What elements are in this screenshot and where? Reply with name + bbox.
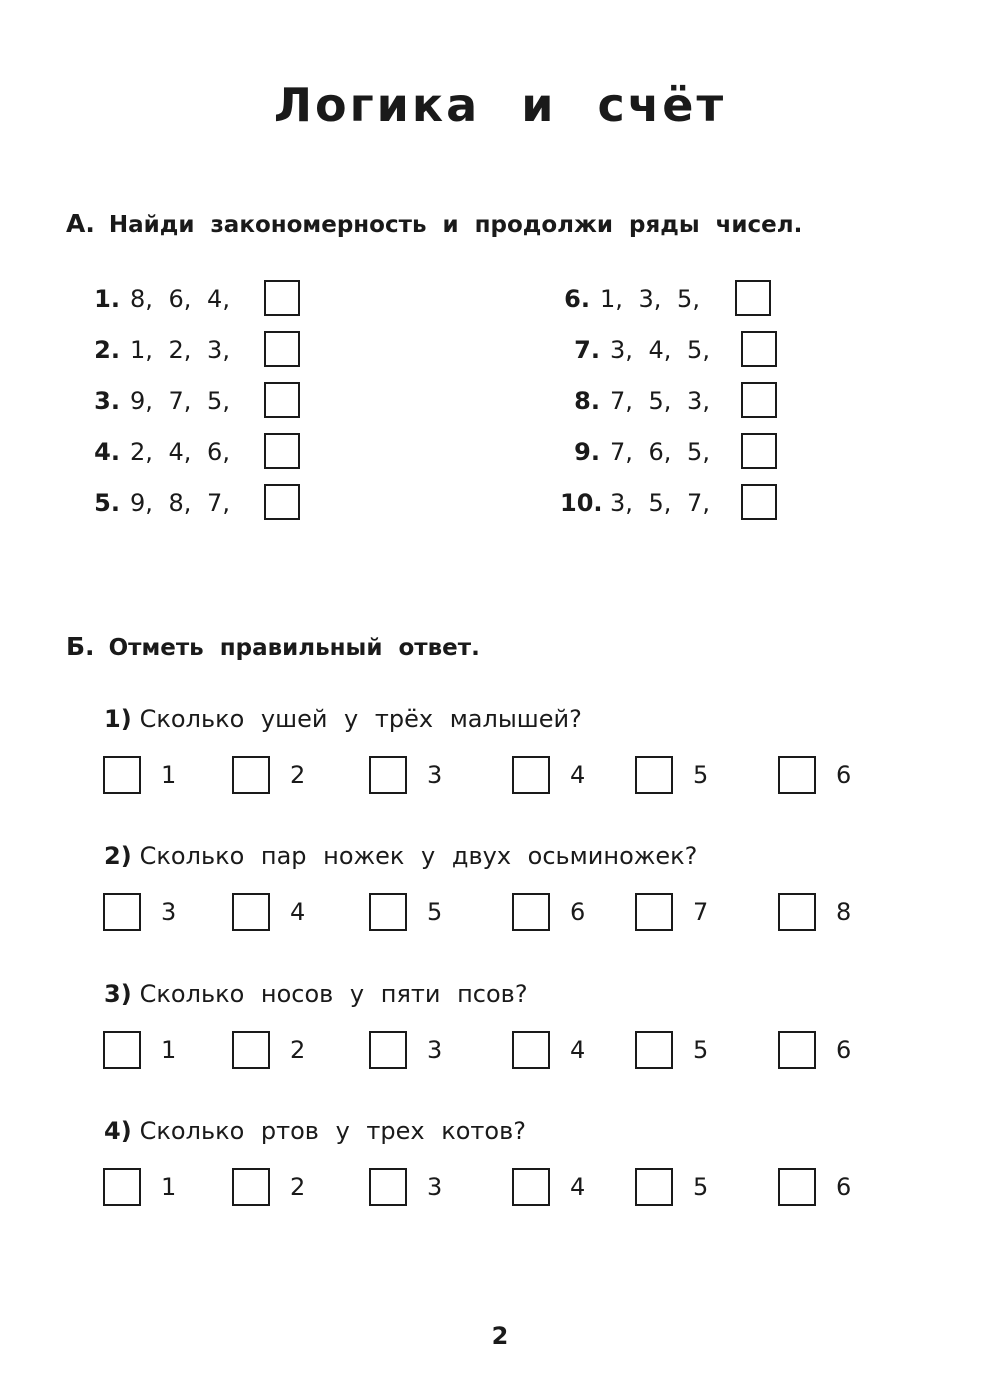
question-number: 1)	[104, 705, 132, 733]
question-4	[104, 1117, 526, 1145]
sequence-item-8	[560, 381, 710, 421]
question-number: 2)	[104, 842, 132, 870]
sequence-values: 3, 4, 5,	[610, 336, 710, 364]
answer-option[interactable]	[635, 755, 708, 795]
sequence-values: 9, 7, 5,	[130, 387, 230, 415]
section-a-instruction: Найди закономерность и продолжи ряды чисел.	[108, 212, 803, 238]
answer-option[interactable]	[778, 892, 851, 932]
answer-option[interactable]	[369, 1030, 442, 1070]
question-2	[104, 842, 697, 870]
answer-option[interactable]	[778, 755, 851, 795]
option-label: 2	[290, 1036, 306, 1064]
question-1	[104, 705, 582, 733]
sequence-number: 8.	[574, 387, 600, 415]
option-label: 8	[836, 898, 852, 926]
option-checkbox[interactable]	[635, 756, 673, 794]
option-label: 1	[161, 761, 177, 789]
answer-option[interactable]	[635, 1030, 708, 1070]
option-label: 1	[161, 1173, 177, 1201]
answer-option[interactable]	[369, 755, 442, 795]
answer-option[interactable]	[512, 1167, 585, 1207]
answer-box[interactable]	[264, 331, 300, 367]
answer-box[interactable]	[741, 484, 777, 520]
sequence-number: 1.	[94, 285, 120, 313]
question-number: 4)	[104, 1117, 132, 1145]
sequence-number: 9.	[574, 438, 600, 466]
answer-box[interactable]	[264, 382, 300, 418]
answer-box[interactable]	[741, 382, 777, 418]
option-checkbox[interactable]	[232, 756, 270, 794]
question-text: Сколько носов у пяти псов?	[139, 980, 528, 1008]
answer-box[interactable]	[264, 280, 300, 316]
section-a-letter: А.	[66, 209, 95, 238]
option-checkbox[interactable]	[232, 1031, 270, 1069]
sequence-number: 5.	[94, 489, 120, 517]
sequence-item-7	[560, 330, 710, 370]
page-title: Логика и счёт	[273, 78, 727, 132]
option-label: 3	[427, 1173, 443, 1201]
question-1-options	[0, 755, 1000, 795]
page-number: 2	[491, 1322, 509, 1350]
option-checkbox[interactable]	[103, 1168, 141, 1206]
answer-option[interactable]	[512, 892, 585, 932]
option-label: 3	[161, 898, 177, 926]
option-label: 2	[290, 761, 306, 789]
option-checkbox[interactable]	[512, 1168, 550, 1206]
option-label: 7	[693, 898, 709, 926]
answer-option[interactable]	[635, 1167, 708, 1207]
option-label: 4	[570, 761, 586, 789]
option-checkbox[interactable]	[232, 893, 270, 931]
sequence-values: 9, 8, 7,	[130, 489, 230, 517]
option-label: 6	[570, 898, 586, 926]
option-checkbox[interactable]	[635, 1031, 673, 1069]
option-checkbox[interactable]	[778, 756, 816, 794]
sequence-values: 7, 5, 3,	[610, 387, 710, 415]
option-checkbox[interactable]	[369, 1168, 407, 1206]
sequence-item-1	[90, 279, 230, 319]
sequence-values: 8, 6, 4,	[130, 285, 230, 313]
option-label: 6	[836, 761, 852, 789]
option-checkbox[interactable]	[778, 1168, 816, 1206]
sequence-item-10	[560, 483, 710, 523]
option-checkbox[interactable]	[232, 1168, 270, 1206]
sequence-item-3	[90, 381, 230, 421]
section-b-instruction: Отметь правильный ответ.	[108, 635, 480, 661]
answer-box[interactable]	[741, 433, 777, 469]
answer-option[interactable]	[512, 1030, 585, 1070]
sequence-number: 10.	[560, 489, 603, 517]
sequence-values: 1, 2, 3,	[130, 336, 230, 364]
answer-option[interactable]	[778, 1030, 851, 1070]
question-text: Сколько ртов у трех котов?	[139, 1117, 526, 1145]
answer-option[interactable]	[635, 892, 708, 932]
question-number: 3)	[104, 980, 132, 1008]
option-checkbox[interactable]	[103, 893, 141, 931]
option-checkbox[interactable]	[778, 893, 816, 931]
option-label: 4	[290, 898, 306, 926]
option-checkbox[interactable]	[103, 1031, 141, 1069]
option-label: 5	[427, 898, 443, 926]
option-checkbox[interactable]	[369, 893, 407, 931]
option-checkbox[interactable]	[369, 756, 407, 794]
option-checkbox[interactable]	[635, 1168, 673, 1206]
question-text: Сколько ушей у трёх малышей?	[139, 705, 582, 733]
sequence-values: 3, 5, 7,	[610, 489, 710, 517]
answer-option[interactable]	[369, 892, 442, 932]
answer-box[interactable]	[264, 433, 300, 469]
sequence-number: 3.	[94, 387, 120, 415]
option-checkbox[interactable]	[635, 893, 673, 931]
answer-option[interactable]	[103, 1030, 176, 1070]
answer-box[interactable]	[264, 484, 300, 520]
answer-box[interactable]	[735, 280, 771, 316]
option-label: 6	[836, 1173, 852, 1201]
option-checkbox[interactable]	[103, 756, 141, 794]
answer-option[interactable]	[778, 1167, 851, 1207]
section-b-heading	[66, 632, 480, 661]
option-checkbox[interactable]	[512, 893, 550, 931]
answer-option[interactable]	[232, 1030, 305, 1070]
answer-option[interactable]	[103, 755, 176, 795]
answer-option[interactable]	[512, 755, 585, 795]
answer-option[interactable]	[103, 892, 176, 932]
sequence-item-2	[90, 330, 230, 370]
option-label: 5	[693, 1173, 709, 1201]
answer-option[interactable]	[369, 1167, 442, 1207]
option-label: 6	[836, 1036, 852, 1064]
option-label: 5	[693, 1036, 709, 1064]
sequence-number: 2.	[94, 336, 120, 364]
answer-box[interactable]	[741, 331, 777, 367]
option-checkbox[interactable]	[778, 1031, 816, 1069]
section-a-heading	[66, 209, 802, 238]
sequence-item-5	[90, 483, 230, 523]
answer-option[interactable]	[232, 755, 305, 795]
option-label: 3	[427, 761, 443, 789]
option-checkbox[interactable]	[369, 1031, 407, 1069]
question-2-options	[0, 892, 1000, 932]
question-4-options	[0, 1167, 1000, 1207]
sequence-item-6	[560, 279, 700, 319]
option-label: 1	[161, 1036, 177, 1064]
question-3-options	[0, 1030, 1000, 1070]
option-label: 3	[427, 1036, 443, 1064]
option-checkbox[interactable]	[512, 1031, 550, 1069]
sequence-number: 4.	[94, 438, 120, 466]
option-label: 4	[570, 1173, 586, 1201]
sequence-number: 6.	[564, 285, 590, 313]
sequence-values: 1, 3, 5,	[600, 285, 700, 313]
option-label: 5	[693, 761, 709, 789]
section-b-letter: Б.	[66, 632, 95, 661]
sequence-item-4	[90, 432, 230, 472]
question-text: Сколько пар ножек у двух осьминожек?	[139, 842, 698, 870]
sequence-values: 7, 6, 5,	[610, 438, 710, 466]
question-3	[104, 980, 528, 1008]
option-checkbox[interactable]	[512, 756, 550, 794]
answer-option[interactable]	[232, 1167, 305, 1207]
answer-option[interactable]	[232, 892, 305, 932]
sequence-number: 7.	[574, 336, 600, 364]
option-label: 4	[570, 1036, 586, 1064]
sequence-values: 2, 4, 6,	[130, 438, 230, 466]
option-label: 2	[290, 1173, 306, 1201]
answer-option[interactable]	[103, 1167, 176, 1207]
sequence-item-9	[560, 432, 710, 472]
